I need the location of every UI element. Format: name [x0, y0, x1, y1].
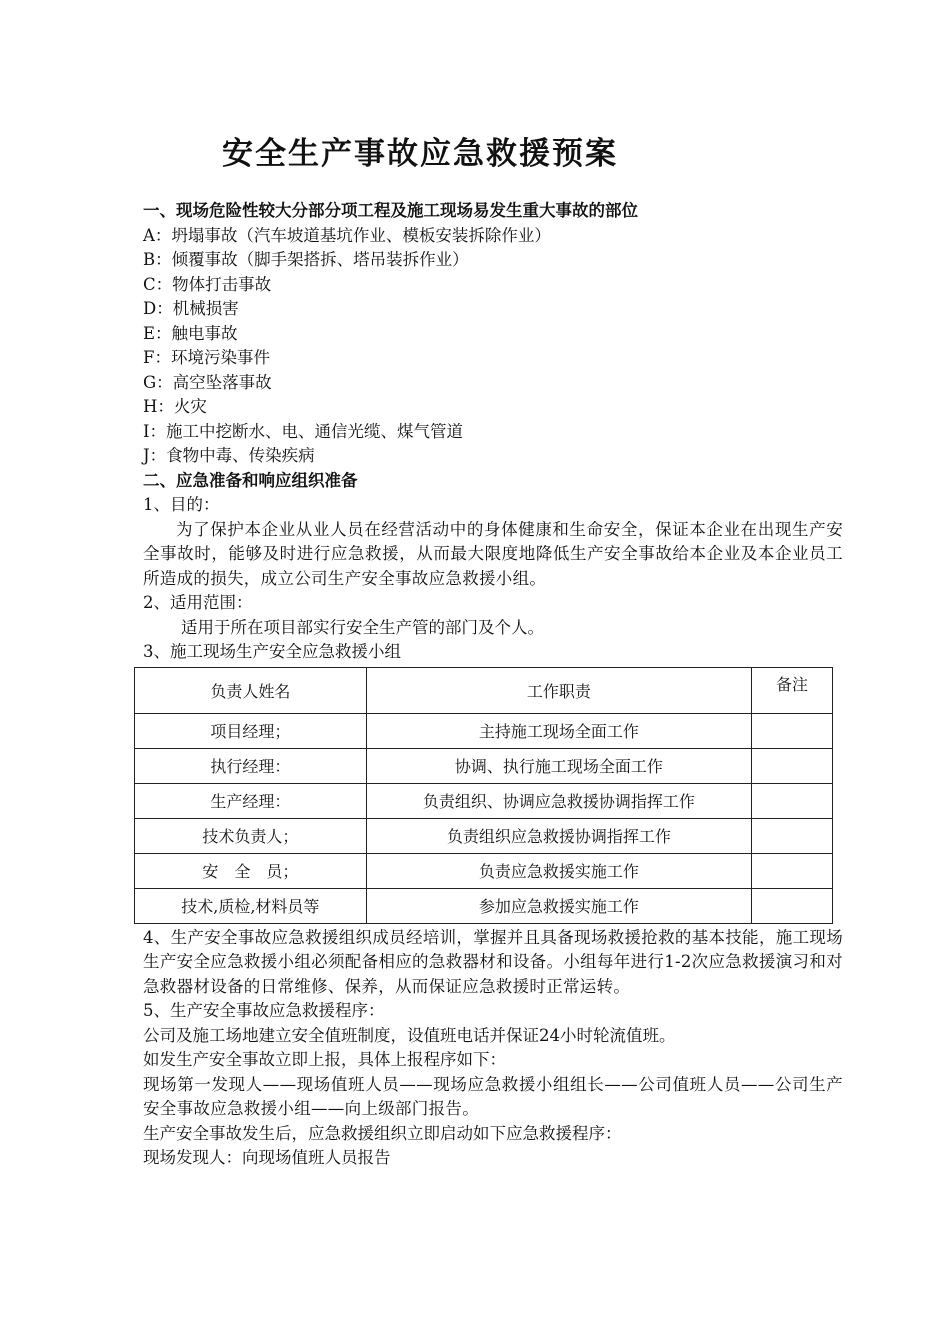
team-label: 3、施工现场生产安全应急救援小组 — [143, 642, 401, 661]
cell-duty: 协调、执行施工现场全面工作 — [366, 748, 751, 783]
cell-note — [752, 888, 833, 923]
scope-text: 适用于所在项目部实行安全生产管的部门及个人。 — [181, 617, 544, 637]
hazard-item: E：触电事故 — [143, 323, 238, 343]
hazard-item: J：食物中毒、传染疾病 — [143, 446, 315, 465]
cell-note — [752, 713, 833, 748]
report-chain: 现场第一发现人——现场值班人员——现场应急救援小组组长——公司值班人员——公司生产安全事故应急救援小组——向上级部门报告。 — [143, 1074, 843, 1118]
duty-text: 公司及施工场地建立安全值班制度，设值班电话并保证24小时轮流值班。 — [143, 1025, 676, 1045]
cell-duty: 负责应急救援实施工作 — [366, 853, 751, 888]
table-row — [135, 853, 833, 888]
cell-duty: 负责组织、协调应急救援协调指挥工作 — [366, 783, 751, 818]
hazard-item: F：环境污染事件 — [143, 348, 270, 367]
cell-duty: 主持施工现场全面工作 — [366, 713, 751, 748]
hazard-item: B：倾覆事故（脚手架搭拆、塔吊装拆作业） — [143, 250, 469, 269]
cell-role: 技术负责人； — [135, 818, 367, 853]
table-row — [135, 783, 833, 818]
hazard-item: G：高空坠落事故 — [143, 372, 272, 392]
document-title: 安全生产事故应急救援预案 — [222, 136, 618, 172]
scope-label: 2、适用范围： — [143, 593, 253, 612]
cell-role: 技术,质检,材料员等 — [135, 888, 367, 923]
cell-duty: 负责组织应急救援协调指挥工作 — [366, 818, 751, 853]
hazard-item: H：火灾 — [143, 397, 207, 416]
purpose-text: 为了保护本企业从业人员在经营活动中的身体健康和生命安全，保证本企业在出现生产安全事故时，能够及时进行应急救援，从而最大限度地降低生产安全事故给本企业及本企业员工所造成的损失，成立公司生产安全事故应急救援小组。 — [143, 519, 843, 588]
cell-note — [752, 853, 833, 888]
table-row — [135, 748, 833, 783]
hazard-item: I：施工中挖断水、电、通信光缆、煤气管道 — [143, 421, 464, 441]
table-header-row — [135, 667, 833, 713]
hazard-item: D：机械损害 — [143, 299, 239, 318]
start-text: 生产安全事故发生后，应急救援组织立即启动如下应急救援程序： — [143, 1123, 622, 1143]
hazard-item: A：坍塌事故（汽车坡道基坑作业、模板安装拆除作业） — [143, 225, 551, 245]
hazard-item: C：物体打击事故 — [143, 274, 272, 294]
header-duty: 工作职责 — [366, 667, 751, 713]
cell-role: 项目经理； — [135, 713, 367, 748]
cell-note — [752, 818, 833, 853]
report-intro: 如发生产安全事故立即上报，具体上报程序如下： — [143, 1050, 506, 1069]
cell-role: 生产经理： — [135, 783, 367, 818]
table-row — [135, 888, 833, 923]
cell-note — [752, 783, 833, 818]
cell-role: 安 全 员； — [135, 853, 367, 888]
header-note: 备注 — [752, 667, 833, 713]
cell-duty: 参加应急救援实施工作 — [366, 888, 751, 923]
cell-note — [752, 748, 833, 783]
header-name: 负责人姓名 — [135, 667, 367, 713]
cell-role: 执行经理： — [135, 748, 367, 783]
purpose-label: 1、目的： — [143, 495, 220, 514]
last-line: 现场发现人：向现场值班人员报告 — [143, 1148, 391, 1167]
table-row — [135, 818, 833, 853]
rescue-team-table — [134, 667, 833, 924]
section2-heading: 二、应急准备和响应组织准备 — [143, 470, 358, 490]
table-row — [135, 713, 833, 748]
training-text: 4、生产安全事故应急救援组织成员经培训，掌握并且具备现场救援抢救的基本技能，施工现场生产安全应急救援小组必须配备相应的急救器材和设备。小组每年进行1-2次应急救援演习和对急救器材设备的日常维修、保养，从而保证应急救援时正常运转。 — [143, 927, 843, 996]
section1-heading: 一、现场危险性较大分部分项工程及施工现场易发生重大事故的部位 — [143, 201, 638, 220]
document-body — [143, 199, 843, 1171]
procedure-label: 5、生产安全事故应急救援程序： — [143, 1001, 385, 1020]
